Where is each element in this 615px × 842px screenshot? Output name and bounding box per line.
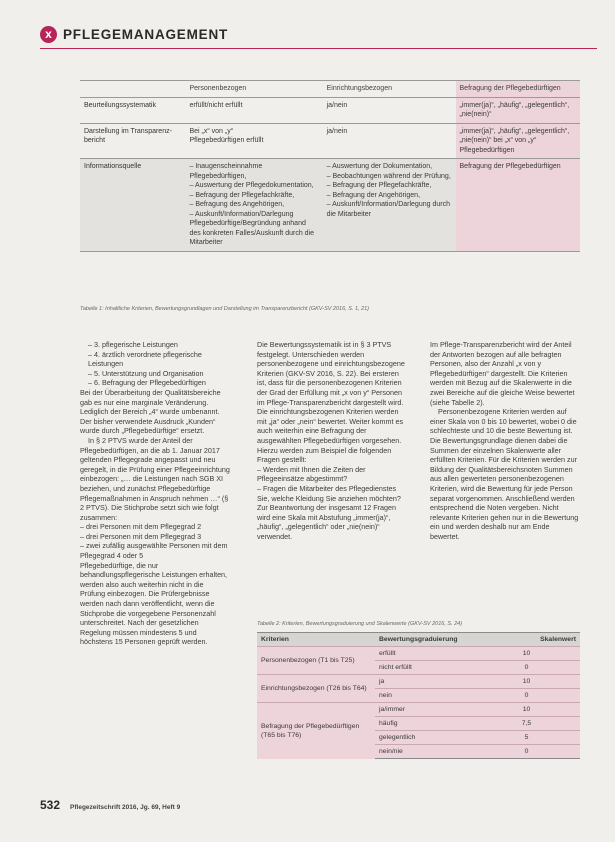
- table-cell: 0: [473, 689, 580, 703]
- row-label: Darstellung im Transparenz-bericht: [80, 123, 185, 159]
- section-badge-icon: x: [40, 26, 57, 43]
- table-cell: nein/nie: [375, 745, 473, 759]
- list-item: – Befragung des Angehörigen,: [189, 200, 318, 210]
- table-row: [80, 123, 580, 159]
- list-item: – 5. Unterstützung und Organisation: [88, 369, 230, 379]
- criteria-group-cell: Personenbezogen (T1 bis T25): [257, 647, 375, 675]
- table-cell: 10: [473, 647, 580, 661]
- table-row: [257, 647, 580, 661]
- table-cell: „immer(ja)“, „häufig“, „gelegentlich“, „nie(nein)“: [456, 97, 580, 123]
- text-column-left: [80, 340, 230, 647]
- criteria-table: [80, 80, 580, 252]
- table-row: [257, 675, 580, 689]
- list-item: – Beobachtungen während der Prüfung,: [327, 172, 452, 182]
- table-cell: 0: [473, 661, 580, 675]
- row-label: Beurteilungssystematik: [80, 97, 185, 123]
- table-header-cell: Kriterien: [257, 633, 375, 647]
- table-cell: erfüllt: [375, 647, 473, 661]
- list-item: – Befragung der Pflegefachkräfte,: [327, 181, 452, 191]
- table-caption: Tabelle 1: Inhaltliche Kriterien, Bewertungsgrundlagen und Darstellung im Transparenzbericht (GKV-SV 2016, S. 1, 21): [80, 306, 370, 312]
- table-caption: Tabelle 2: Kriterien, Bewertungsgraduierung und Skalenwerte (GKV-SV 2016, S. 24): [257, 621, 463, 627]
- table-cell: ja/immer: [375, 703, 473, 717]
- list-item: – 6. Befragung der Pflegebedürftigen: [88, 378, 230, 388]
- table-cell: [185, 159, 322, 252]
- list-item: – 3. pflegerische Leistungen: [88, 340, 230, 350]
- journal-reference: Pflegezeitschrift 2016, Jg. 69, Heft 9: [70, 804, 181, 811]
- paragraph: Zur Beantwortung der insgesamt 12 Fragen wird eine Skala mit Abstufung „immer(ja)“, „häufig“, „gelegentlich“ oder „nie(nein)“ verwendet.: [257, 503, 397, 541]
- section-title: PFLEGEMANAGEMENT: [63, 26, 229, 42]
- list-item: – 4. ärztlich verordnete pflegerische Leistungen: [88, 350, 230, 369]
- page-footer: [40, 798, 180, 812]
- table-header-cell: Skalenwert: [473, 633, 580, 647]
- list-item: – Auskunft/Information/Darlegung durch die Mitarbeiter: [327, 200, 452, 219]
- row-label: Informationsquelle: [80, 159, 185, 252]
- list-item: – Auswertung der Pflegedokumentation,: [189, 181, 318, 191]
- table-cell: [323, 159, 456, 252]
- table-header-cell: [80, 81, 185, 98]
- page-number: 532: [40, 798, 61, 812]
- cell-line: Pflegebedürftigen erfüllt: [189, 137, 264, 144]
- table-cell: erfüllt/nicht erfüllt: [185, 97, 322, 123]
- table-cell: 10: [473, 675, 580, 689]
- cell-line: Bei „x“ von „y“: [189, 127, 234, 135]
- paragraph: Im Pflege-Transparenzbericht wird der Anteil der Antworten bezogen auf alle befragten Personen, also der Anzahl „x von y Pflegebedürftigen“ dargestellt. Die Kriterien werden mit Bezug auf die Skalenwerte in die zwei Bereiche auf die gleiche Weise bewertet (siehe Tabelle 2).: [430, 340, 575, 407]
- table-header-cell: Bewertungsgraduierung: [375, 633, 473, 647]
- list-item: – Fragen die Mitarbeiter des Pflegedienstes Sie, welche Kleidung Sie anziehen möchten?: [257, 484, 407, 503]
- table-cell: nicht erfüllt: [375, 661, 473, 675]
- header-divider: [40, 48, 597, 49]
- criteria-group-cell: Einrichtungsbezogen (T26 bis T64): [257, 675, 375, 703]
- list-item: – Befragung der Angehörigen,: [327, 191, 452, 201]
- paragraph: Pflegebedürftige, die nur behandlungspflegerische Leistungen erhalten, werden also auch weiterhin nicht in die Prüfung einbezogen. Die Prüfergebnisse werden nach dann veröffentlicht, wenn die Stichprobe die vorgegebene Personenzahl unterschreitet. Nach der gesetzlichen Regelung müssen mindestens 5 und höchstens 15 Personen geprüft werden.: [80, 560, 228, 647]
- list-item: – Auskunft/Information/Darlegung Pflegebedürftige/Begründung anhand des konkreten Falles/Auskunft durch die Mitarbeiter: [189, 210, 318, 248]
- section-header: [40, 24, 228, 44]
- table-cell: [185, 123, 322, 159]
- paragraph: Die Bewertungssystematik ist in § 3 PTVS festgelegt. Unterschieden werden personenbezogene und einrichtungsbezogene Kriterien (GKV-SV 2016, S. 22). Bei ersteren ist, dass für die personenbezogenen Kriterien der Grad der Erfüllung mit „x von y“ Personen im Pflege-Transparenzbericht dargestellt wird. Die einrichtungsbezogenen Kriterien werden mit „ja“ oder „nein“ bewertet. Weiter kommt es auch weiterhin eine Befragung der ausgewählten Pflegebedürftigen vorgesehen. Hierzu werden zum Beispiel die folgenden Fragen gestellt:: [257, 340, 405, 465]
- list-item: – Befragung der Pflegefachkräfte,: [189, 191, 318, 201]
- table-cell: 7,5: [473, 717, 580, 731]
- list-item: – zwei zufällig ausgewählte Personen mit dem Pflegegrad 4 oder 5: [80, 541, 230, 560]
- table-row: [80, 97, 580, 123]
- list-item: – drei Personen mit dem Pflegegrad 3: [80, 532, 230, 542]
- table-header-cell: Befragung der Pflegebedürftigen: [456, 81, 580, 98]
- table-cell: ja/nein: [323, 97, 456, 123]
- table-cell: 0: [473, 745, 580, 759]
- criteria-group-cell: Befragung der Pflegebedürftigen (T65 bis T76): [257, 703, 375, 759]
- table-row: [257, 703, 580, 717]
- table-cell: häufig: [375, 717, 473, 731]
- list-item: – Auswertung der Dokumentation,: [327, 162, 452, 172]
- list-item: – Werden mit Ihnen die Zeiten der Pflegeeinsätze abgestimmt?: [257, 465, 407, 484]
- text-column-right: [430, 340, 580, 541]
- list-item: – Inaugenscheinnahme Pflegebedürftigen,: [189, 162, 318, 181]
- table-row: [80, 159, 580, 252]
- table-cell: „immer(ja)“, „häufig“, „gelegentlich“, „nie(nein)“ bei „x“ von „y“ Pflegebedürftigen: [456, 123, 580, 159]
- rating-table: [257, 632, 580, 759]
- table-header-cell: Einrichtungsbezogen: [323, 81, 456, 98]
- table-cell: ja: [375, 675, 473, 689]
- table-cell: nein: [375, 689, 473, 703]
- table-cell: 5: [473, 731, 580, 745]
- table-cell: gelegentlich: [375, 731, 473, 745]
- table-cell: 10: [473, 703, 580, 717]
- table-header-cell: Personenbezogen: [185, 81, 322, 98]
- list-item: – drei Personen mit dem Pflegegrad 2: [80, 522, 230, 532]
- text-column-middle: [257, 340, 407, 541]
- table-cell: ja/nein: [323, 123, 456, 159]
- paragraph: In § 2 PTVS wurde der Anteil der Pflegebedürftigen, an die ab 1. Januar 2017 geltenden Pflegegrade angepasst und neu geregelt, in die Prüfung einer Pflegeeinrichtung einbezogen: „… die Leistungen nach SGB XI beziehen, und zunächst Pflegebedürftige Pflegemaßnahmen in Anspruch nehmen …“ (§ 2 PTVS). Die Stichprobe setzt sich wie folgt zusammen:: [80, 435, 230, 522]
- paragraph: Personenbezogene Kriterien werden auf einer Skala von 0 bis 10 bewertet, wobei 0 die schlechteste und 10 die beste Bewertung ist. Die Bewertungsgrundlage dienen dabei die Summen der einzelnen Skalenwerte aller erfüllten Kriterien. Für die Kriterien werden zur Bildung der Qualitätsbereichsnoten Summen aus allen gewerteten personenbezogenen Kriterien, wird die Bewertung für jede Person separat vorgenommen. Anschließend werden entsprechend die Noten vergeben. Nicht relevante Kriterien gehen nur in die Bewertung ein und werden deshalb nur am Ende bewertet.: [430, 407, 579, 541]
- paragraph: Bei der Überarbeitung der Qualitätsbereiche gab es nur eine marginale Veränderung. Lediglich der Bereich „4“ wurde umbenannt. Der bisher verwendete Ausdruck „Kunden“ wurde durch „Pflegebedürftige“ ersetzt.: [80, 387, 221, 436]
- table-cell: Befragung der Pflegebedürftigen: [456, 159, 580, 252]
